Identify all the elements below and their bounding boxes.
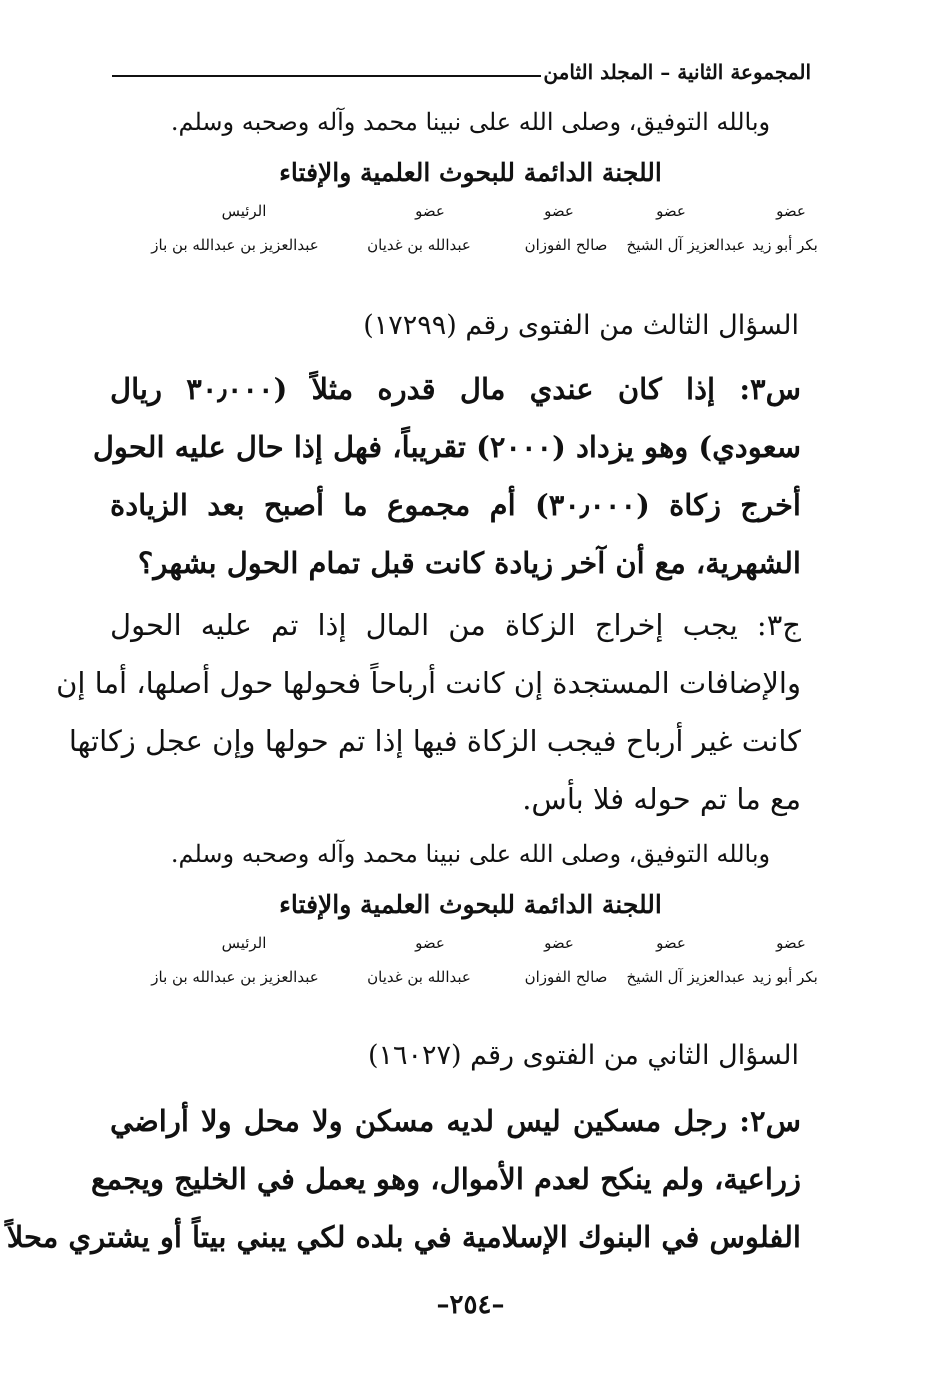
role-member: عضو: [656, 934, 686, 952]
question-line: سعودي) وهو يزداد (٢٠٠٠) تقريباً، فهل إذا حال عليه الحول: [92, 430, 801, 464]
role-president: الرئيس: [221, 934, 267, 952]
answer-line: والإضافات المستجدة إن كانت أرباحاً فحولها حول أصلها، أما إن: [56, 666, 801, 700]
page-number: –٢٥٤–: [436, 1290, 505, 1320]
signatory-name: عبدالعزيز بن عبدالله بن باز: [151, 236, 319, 254]
signatory-name: صالح الفوزان: [524, 968, 608, 986]
answer-line: ج٣: يجب إخراج الزكاة من المال إذا تم عليه الحول: [110, 608, 801, 642]
answer-line: مع ما تم حوله فلا بأس.: [522, 782, 801, 816]
question-line: س٢: رجل مسكين ليس لديه مسكن ولا محل ولا أراضي: [110, 1104, 801, 1138]
signatory-name: عبدالله بن غديان: [367, 236, 471, 254]
committee-name: اللجنة الدائمة للبحوث العلمية والإفتاء: [279, 890, 662, 919]
answer-line: كانت غير أرباح فيجب الزكاة فيها إذا تم حولها وإن عجل زكاتها: [68, 724, 801, 758]
signatory-name: بكر أبو زيد: [752, 236, 818, 254]
header-rule: [112, 75, 541, 77]
role-member: عضو: [415, 202, 445, 220]
fatwa-question-title: السؤال الثاني من الفتوى رقم (١٦٠٢٧): [367, 1040, 799, 1071]
question-line: س٣: إذا كان عندي مال قدره مثلاً (٣٠٫٠٠٠ ريال: [110, 372, 802, 406]
question-line: الشهرية، مع أن آخر زيادة كانت قبل تمام الحول بشهر؟: [137, 546, 801, 580]
question-line: الفلوس في البنوك الإسلامية في بلده لكي يبني بيتاً أو يشتري محلاً: [6, 1220, 801, 1254]
role-member: عضو: [776, 202, 806, 220]
committee-name: اللجنة الدائمة للبحوث العلمية والإفتاء: [279, 158, 662, 187]
role-member: عضو: [544, 202, 574, 220]
fatwa-question-title: السؤال الثالث من الفتوى رقم (١٧٢٩٩): [363, 310, 799, 341]
running-header: [112, 56, 811, 90]
role-president: الرئيس: [221, 202, 267, 220]
role-member: عضو: [776, 934, 806, 952]
role-member: عضو: [656, 202, 686, 220]
signatory-name: عبدالعزيز آل الشيخ: [626, 968, 746, 986]
role-member: عضو: [544, 934, 574, 952]
question-line: زراعية، ولم ينكح لعدم الأموال، وهو يعمل في الخليج ويجمع: [91, 1162, 801, 1196]
signatory-name: بكر أبو زيد: [752, 968, 818, 986]
role-member: عضو: [415, 934, 445, 952]
signatory-name: عبدالله بن غديان: [367, 968, 471, 986]
signatory-name: عبدالعزيز آل الشيخ: [626, 236, 746, 254]
closing-line: وبالله التوفيق، وصلى الله على نبينا محمد وآله وصحبه وسلم.: [170, 840, 771, 868]
signatory-name: عبدالعزيز بن عبدالله بن باز: [151, 968, 319, 986]
header-title: المجموعة الثانية – المجلد الثامن: [543, 60, 811, 84]
question-line: أخرج زكاة (٣٠٫٠٠٠) أم مجموع ما أصبح بعد الزيادة: [110, 488, 801, 522]
closing-line: وبالله التوفيق، وصلى الله على نبينا محمد وآله وصحبه وسلم.: [170, 108, 771, 136]
signatory-name: صالح الفوزان: [524, 236, 608, 254]
